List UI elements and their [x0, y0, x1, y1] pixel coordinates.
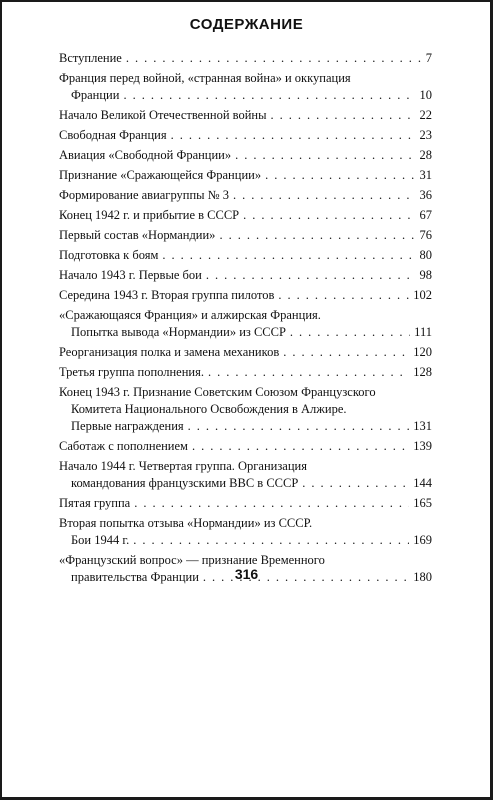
toc-entry-title: Бои 1944 г.: [71, 533, 130, 547]
toc-entry-title: Саботаж с пополнением: [59, 439, 188, 453]
toc-page-number: 180: [413, 570, 432, 584]
toc-entry-line: [59, 70, 432, 87]
toc-entry-line: [59, 344, 432, 361]
toc-entry-title: Конец 1943 г. Признание Советским Союзом Французского: [59, 385, 376, 399]
toc-entry-title: Начало 1944 г. Четвертая группа. Организация: [59, 459, 307, 473]
toc-page-number: 7: [425, 51, 432, 65]
toc-entry[interactable]: [59, 167, 432, 184]
toc-entry-title: Признание «Сражающейся Франции»: [59, 168, 262, 182]
table-of-contents: [59, 50, 432, 589]
dot-leader: [188, 418, 410, 435]
toc-entry-line: [59, 287, 432, 304]
toc-entry-title: Попытка вывода «Нормандии» из СССР: [71, 325, 286, 339]
dot-leader: [206, 267, 416, 284]
toc-entry-title: Формирование авиагруппы № 3: [59, 188, 229, 202]
dot-leader: [134, 495, 409, 512]
toc-entry[interactable]: [59, 187, 432, 204]
dot-leader: [233, 187, 416, 204]
page-title: СОДЕРЖАНИЕ: [189, 16, 304, 33]
toc-entry-line: [59, 307, 432, 324]
toc-entry-title: Середина 1943 г. Вторая группа пилотов: [59, 288, 275, 302]
page-border-top: [0, 0, 493, 2]
toc-entry-title: Франции: [71, 88, 120, 102]
dot-leader: [208, 364, 409, 381]
toc-entry[interactable]: [59, 495, 432, 512]
toc-entry-title: Комитета Национального Освобождения в Алжире.: [71, 402, 347, 416]
toc-page-number: 169: [413, 533, 432, 547]
toc-entry[interactable]: [59, 147, 432, 164]
dot-leader: [126, 50, 422, 67]
toc-entry-line: [59, 495, 432, 512]
toc-entry-line: [59, 187, 432, 204]
toc-entry-line: [59, 364, 432, 381]
toc-entry-title: командования французскими ВВС в СССР: [71, 476, 299, 490]
dot-leader: [265, 167, 415, 184]
toc-entry-title: Авиация «Свободной Франции»: [59, 148, 232, 162]
toc-page-number: 98: [419, 268, 432, 282]
dot-leader: [192, 438, 409, 455]
toc-entry-line: [59, 107, 432, 124]
toc-entry-title: Первые награждения: [71, 419, 184, 433]
toc-page-number: 28: [419, 148, 432, 162]
dot-leader: [123, 87, 415, 104]
toc-entry[interactable]: [59, 207, 432, 224]
toc-entry-title: Конец 1942 г. и прибытие в СССР: [59, 208, 240, 222]
toc-entry[interactable]: [59, 70, 432, 104]
toc-page-number: 128: [413, 365, 432, 379]
toc-entry-line: [59, 475, 432, 492]
dot-leader: [219, 227, 415, 244]
toc-entry-title: Вступление: [59, 51, 122, 65]
toc-entry-title: Первый состав «Нормандии»: [59, 228, 216, 242]
toc-page-number: 76: [419, 228, 432, 242]
toc-entry-title: «Французский вопрос» — признание Временного: [59, 553, 325, 567]
dot-leader: [235, 147, 415, 164]
toc-entry-line: [59, 532, 432, 549]
toc-entry-line: [59, 207, 432, 224]
toc-entry[interactable]: [59, 458, 432, 492]
toc-page-number: 139: [413, 439, 432, 453]
toc-entry[interactable]: [59, 127, 432, 144]
toc-entry-title: Третья группа пополнения.: [59, 365, 204, 379]
page-border-left: [0, 0, 2, 800]
toc-entry-line: [59, 401, 432, 418]
toc-page-number: 120: [413, 345, 432, 359]
toc-entry[interactable]: [59, 307, 432, 341]
toc-entry-line: [59, 438, 432, 455]
dot-leader: [243, 207, 415, 224]
toc-entry-line: [59, 324, 432, 341]
toc-entry-line: [59, 167, 432, 184]
toc-entry-line: [59, 267, 432, 284]
toc-entry[interactable]: [59, 107, 432, 124]
toc-entry-line: [59, 384, 432, 401]
toc-entry-title: Свободная Франция: [59, 128, 167, 142]
toc-page-number: 23: [419, 128, 432, 142]
toc-entry-title: правительства Франции: [71, 570, 199, 584]
toc-entry[interactable]: [59, 267, 432, 284]
toc-entry-title: Франция перед войной, «странная война» и оккупация: [59, 71, 351, 85]
toc-page-number: 31: [419, 168, 432, 182]
toc-page-number: 22: [419, 108, 432, 122]
toc-entry-line: [59, 227, 432, 244]
dot-leader: [290, 324, 410, 341]
toc-entry[interactable]: [59, 384, 432, 435]
toc-entry-title: Начало Великой Отечественной войны: [59, 108, 267, 122]
toc-entry-line: [59, 127, 432, 144]
toc-entry[interactable]: [59, 247, 432, 264]
dot-leader: [283, 344, 409, 361]
toc-entry-title: «Сражающаяся Франция» и алжирская Франция.: [59, 308, 321, 322]
toc-entry-title: Подготовка к боям: [59, 248, 159, 262]
toc-page-number: 80: [419, 248, 432, 262]
toc-entry[interactable]: [59, 227, 432, 244]
toc-entry-line: [59, 418, 432, 435]
toc-entry[interactable]: [59, 515, 432, 549]
dot-leader: [302, 475, 409, 492]
toc-page-number: 144: [413, 476, 432, 490]
toc-entry-line: [59, 247, 432, 264]
toc-entry[interactable]: [59, 287, 432, 304]
toc-page-number: 67: [419, 208, 432, 222]
dot-leader: [171, 127, 416, 144]
dot-leader: [278, 287, 409, 304]
toc-page-number: 10: [419, 88, 432, 102]
toc-entry-line: [59, 458, 432, 475]
toc-page-number: 36: [419, 188, 432, 202]
toc-entry-title: Реорганизация полка и замена механиков: [59, 345, 280, 359]
toc-entry-title: Начало 1943 г. Первые бои: [59, 268, 202, 282]
dot-leader: [271, 107, 416, 124]
toc-entry-line: [59, 515, 432, 532]
toc-entry-line: [59, 50, 432, 67]
toc-entry[interactable]: [59, 438, 432, 455]
toc-entry-line: [59, 87, 432, 104]
toc-entry-title: Пятая группа: [59, 496, 131, 510]
toc-entry[interactable]: [59, 364, 432, 381]
toc-entry[interactable]: [59, 50, 432, 67]
toc-page-number: 131: [413, 419, 432, 433]
toc-page-number: 111: [414, 325, 432, 339]
toc-entry-title: Вторая попытка отзыва «Нормандии» из СССР.: [59, 516, 313, 530]
toc-entry-line: [59, 147, 432, 164]
toc-page-number: 165: [413, 496, 432, 510]
toc-entry[interactable]: [59, 344, 432, 361]
page-number: 316: [234, 566, 259, 582]
dot-leader: [133, 532, 409, 549]
dot-leader: [162, 247, 415, 264]
toc-page-number: 102: [413, 288, 432, 302]
